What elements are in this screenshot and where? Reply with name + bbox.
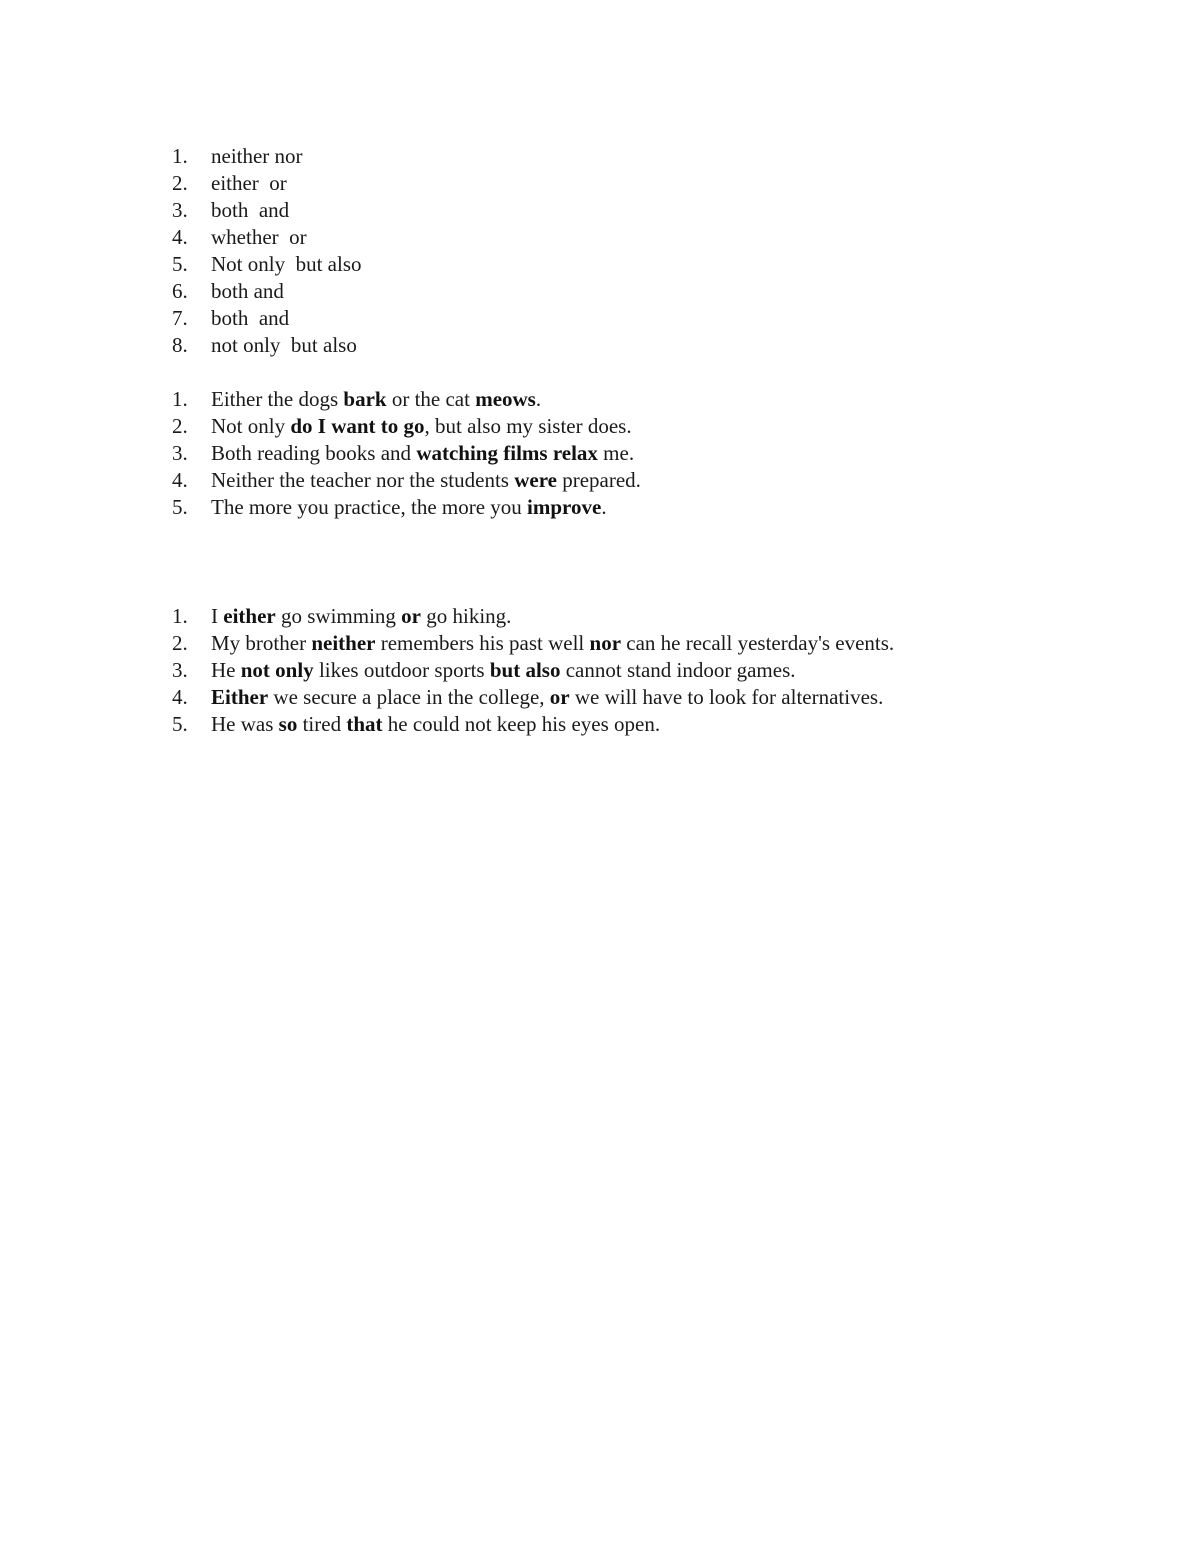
list-item-number: 5. [172,252,188,276]
text-segment: Neither the teacher nor the students [211,468,515,492]
list-item-number: 2. [172,171,188,195]
list-item-number: 5. [172,495,188,519]
list-item [172,711,894,738]
list-item [172,305,362,332]
verb-agreement-sentences-list [172,386,641,521]
list-item [172,657,894,684]
list-item-text [211,711,660,738]
list-item-text [211,413,632,440]
list-item-number: 2. [172,414,188,438]
text-segment: cannot stand indoor games. [560,658,796,682]
list-item [172,413,641,440]
list-item-text [211,684,883,711]
bold-text-segment: were [514,468,557,492]
text-segment: Either the dogs [211,387,344,411]
list-item [172,440,641,467]
bold-text-segment: or [401,604,421,628]
bold-text-segment: not only [240,658,314,682]
text-segment: or the cat [386,387,476,411]
text-segment: either or [211,171,287,195]
text-segment: Not only [211,414,291,438]
text-segment: Both reading books and [211,441,417,465]
list-item [172,278,362,305]
text-segment: can he recall yesterday's events. [621,631,895,655]
text-segment: not only but also [211,333,357,357]
text-segment: He [211,658,241,682]
list-item-number: 6. [172,279,188,303]
list-item-text [211,143,303,170]
list-item-number: 2. [172,631,188,655]
bold-text-segment: do I want to go [290,414,425,438]
list-item-text [211,494,607,521]
bold-text-segment: neither [311,631,376,655]
bold-text-segment: nor [589,631,622,655]
text-segment: he could not keep his eyes open. [382,712,661,736]
text-segment: . [601,495,607,519]
list-item [172,603,894,630]
text-segment: go swimming [275,604,402,628]
list-item-text [211,251,362,278]
list-item-number: 3. [172,658,188,682]
list-item-number: 8. [172,333,188,357]
list-item [172,143,362,170]
list-item-number: 3. [172,441,188,465]
list-item-number: 1. [172,604,188,628]
text-segment: , but also my sister does. [424,414,632,438]
list-item-text [211,630,894,657]
text-segment: prepared. [556,468,641,492]
list-item-text [211,603,511,630]
bold-text-segment: or [549,685,570,709]
list-item-number: 1. [172,387,188,411]
bold-text-segment: either [223,604,276,628]
list-item-number: 4. [172,685,188,709]
list-item-number: 5. [172,712,188,736]
list-item-number: 4. [172,225,188,249]
list-item-number: 3. [172,198,188,222]
bold-text-segment: Either [211,685,269,709]
correlative-sentences-list [172,603,894,738]
text-segment: remembers his past well [375,631,590,655]
bold-text-segment: watching films relax [416,441,598,465]
list-item-text [211,305,289,332]
list-item [172,224,362,251]
list-item-text [211,224,307,251]
list-item-text [211,332,357,359]
list-item [172,630,894,657]
text-segment: I [211,604,224,628]
list-item-text [211,197,289,224]
text-segment: both and [211,198,290,222]
list-item-text [211,440,634,467]
conjunction-pairs-list [172,143,362,359]
bold-text-segment: meows [475,387,536,411]
text-segment: My brother [211,631,312,655]
text-segment: whether or [211,225,307,249]
list-item [172,494,641,521]
text-segment: He was [211,712,279,736]
text-segment: tired [297,712,347,736]
list-item-text [211,386,541,413]
text-segment: both and [211,306,290,330]
text-segment: both and [211,279,284,303]
list-item-number: 4. [172,468,188,492]
list-item-text [211,170,287,197]
bold-text-segment: that [346,712,383,736]
text-segment: The more you practice, the more you [211,495,528,519]
text-segment: go hiking. [421,604,512,628]
text-segment: we secure a place in the college, [268,685,550,709]
list-item-text [211,467,641,494]
list-item [172,197,362,224]
text-segment: neither nor [211,144,303,168]
list-item [172,386,641,413]
text-segment: Not only but also [211,252,362,276]
text-segment: we will have to look for alternatives. [569,685,884,709]
list-item [172,332,362,359]
list-item [172,170,362,197]
list-item-number: 1. [172,144,188,168]
list-item [172,251,362,278]
list-item-text [211,657,796,684]
list-item [172,467,641,494]
bold-text-segment: so [278,712,298,736]
bold-text-segment: bark [343,387,387,411]
bold-text-segment: but also [489,658,561,682]
text-segment: . [535,387,542,411]
list-item-number: 7. [172,306,188,330]
list-item-text [211,278,284,305]
bold-text-segment: improve [527,495,602,519]
text-segment: me. [597,441,635,465]
text-segment: likes outdoor sports [313,658,490,682]
list-item [172,684,894,711]
